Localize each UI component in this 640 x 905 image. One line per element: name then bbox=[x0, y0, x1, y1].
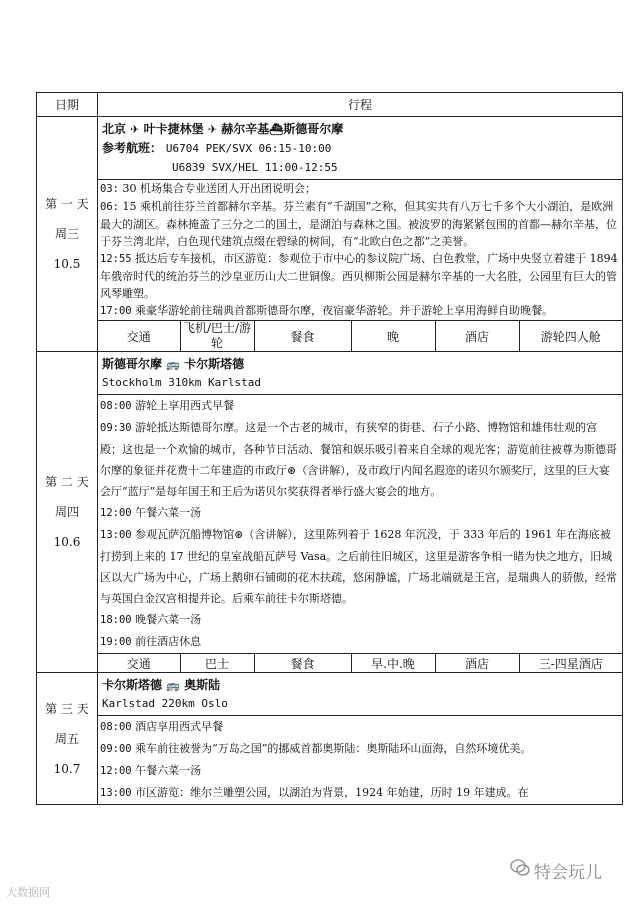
entry bbox=[100, 502, 619, 524]
entry-text: 参观瓦萨沉船博物馆⊛（含讲解），这里陈列着于 1628 年沉没，于 333 年后的 1961 年在海底被打捞到上来的 17 世纪的皇室战船瓦萨号 Vasa。之后前往旧城区，这里是游客争相一睹为快之地方，旧城区以大广场为中心，广场上鹅卵石铺砌的花木扶疏，悠闲静谧，广场北端就是王宫，是瑞典人的骄傲，经常与英国白金汉宫相提并论。后乘车前往卡尔斯塔德。 bbox=[100, 528, 617, 605]
meal-label: 餐食 bbox=[254, 654, 351, 672]
day-label-cell bbox=[37, 117, 98, 352]
city: 斯德哥尔摩 bbox=[102, 357, 163, 371]
entry-time: 12:00 bbox=[100, 765, 132, 777]
day-label-cell bbox=[37, 673, 98, 805]
info-row bbox=[37, 654, 623, 673]
info-cell bbox=[98, 654, 623, 673]
entry-time: 08:00 bbox=[100, 721, 132, 733]
itinerary-header: 行程 bbox=[98, 93, 623, 117]
wechat-icon bbox=[510, 858, 530, 878]
entry-time: 17:00 bbox=[100, 305, 132, 317]
route-line bbox=[102, 676, 618, 695]
entries-cell bbox=[98, 180, 623, 321]
meal-value: 晚 bbox=[351, 321, 435, 351]
entry-text: 游轮抵达斯德哥尔摩。这是一个古老的城市，有狭窄的街巷、石子小路、博物馆和雄伟壮观的宫殿；这也是一个欢愉的城市，各种节日活动、餐馆和娱乐吸引着来自全球的观光客；游览前往被尊为斯德哥尔摩的象征并花费十二年建造的市政厅⊛（含讲解），及市政厅内闻名遐迩的诺贝尔颁奖厅，这里的巨大宴会厅“蓝厅”是每年国王和王后为诺贝尔奖获得者举行盛大宴会的地方。 bbox=[100, 421, 617, 498]
entry bbox=[100, 302, 619, 320]
day-number: 第 一 天 bbox=[45, 197, 89, 211]
entry-time: 09:00 bbox=[100, 743, 132, 755]
route-cell bbox=[98, 673, 623, 716]
watermark-left: 大数据网 bbox=[6, 886, 50, 899]
city: 北京 bbox=[102, 122, 127, 136]
day-row bbox=[37, 352, 623, 395]
entry bbox=[100, 524, 619, 609]
entries-cell bbox=[98, 716, 623, 805]
watermark-right: 特会玩儿 bbox=[534, 863, 602, 883]
route-line bbox=[102, 120, 618, 139]
entry bbox=[100, 198, 619, 250]
city: 卡尔斯塔德 bbox=[102, 678, 163, 692]
hotel-value: 游轮四人舱 bbox=[519, 321, 622, 351]
entry-time: 13:00 bbox=[100, 787, 132, 799]
entry bbox=[100, 180, 619, 198]
meal-value: 早.中.晚 bbox=[351, 654, 435, 672]
entry-text: 游轮上享用西式早餐 bbox=[135, 399, 235, 412]
route-cell bbox=[98, 117, 623, 180]
ship-icon: ⛴ bbox=[269, 123, 284, 136]
entry bbox=[100, 631, 619, 653]
entry bbox=[100, 760, 619, 782]
entry-time: 12:55 bbox=[100, 253, 132, 265]
entry bbox=[100, 250, 619, 302]
header-row bbox=[37, 93, 623, 117]
city: 卡尔斯塔德 bbox=[184, 357, 245, 371]
day-date: 10.7 bbox=[53, 761, 81, 776]
transport-label: 交通 bbox=[98, 321, 180, 351]
hotel-label: 酒店 bbox=[435, 654, 519, 672]
entry-time: 19:00 bbox=[100, 636, 132, 648]
city: 叶卡捷林堡 bbox=[143, 122, 204, 136]
distance-line: Stockholm 310km Karlstad bbox=[102, 376, 261, 389]
transport-value: 巴士 bbox=[180, 654, 254, 672]
day-number: 第 二 天 bbox=[45, 475, 89, 489]
meal-label: 餐食 bbox=[254, 321, 351, 351]
entry-time: 08:00 bbox=[100, 400, 132, 412]
entry bbox=[100, 395, 619, 417]
day-row bbox=[37, 117, 623, 180]
entry bbox=[100, 738, 619, 760]
entry-text: 乘豪华游轮前往瑞典首都斯德哥尔摩，夜宿豪华游轮。并于游轮上享用海鲜自助晚餐。 bbox=[135, 304, 554, 317]
weekday: 周三 bbox=[54, 227, 79, 241]
bus-icon: 🚌 bbox=[166, 679, 180, 692]
hotel-value: 三-四星酒店 bbox=[519, 654, 622, 672]
entry-text: 15 乘机前往芬兰首都赫尔辛基。芬兰素有“千湖国”之称，但其实共有八万七千多个大小湖泊，是欧洲最大的湖区。森林掩盖了三分之二的国土，是湖泊与森林之国。被波罗的海紧紧包围的首都—赫尔辛基，位于芬兰湾北岸，白色现代建筑点缀在碧绿的树间，有“北欧白色之都”之美誉。 bbox=[100, 200, 617, 248]
entry-text: 市区游览：维尔兰雕塑公园，以湖泊为背景，1924 年始建，历时 19 年建成。在 bbox=[135, 786, 529, 799]
distance-line: Karlstad 220km Oslo bbox=[102, 697, 228, 710]
day-date: 10.5 bbox=[53, 257, 81, 271]
info-table bbox=[98, 321, 622, 351]
entry-time: 13:00 bbox=[100, 529, 132, 541]
day-row bbox=[37, 673, 623, 716]
itinerary-table bbox=[36, 92, 623, 805]
city: 奥斯陆 bbox=[184, 678, 221, 692]
city: 斯德哥尔摩 bbox=[283, 122, 344, 136]
plane-icon: ✈ bbox=[130, 123, 140, 136]
entry-text: 晚餐六菜一汤 bbox=[135, 613, 202, 626]
entry bbox=[100, 609, 619, 631]
entry-text: 乘车前往被誉为“万岛之国”的挪威首都奥斯陆：奥斯陆环山面海，自然环境优美。 bbox=[135, 742, 532, 755]
weekday: 周五 bbox=[54, 731, 79, 746]
flight-line bbox=[102, 158, 618, 177]
entry-text: 午餐六菜一汤 bbox=[135, 764, 202, 777]
entries-row bbox=[37, 395, 623, 654]
entry-time: 06: bbox=[100, 201, 119, 213]
entry-text: 午餐六菜一汤 bbox=[135, 506, 202, 519]
flight-info: U6704 PEK/SVX 06:15-10:00 bbox=[165, 142, 332, 155]
day-date: 10.6 bbox=[53, 535, 81, 549]
entry-text: 30 机场集合专业送团人开出团说明会； bbox=[122, 182, 316, 195]
city: 赫尔辛基 bbox=[221, 122, 270, 136]
date-header: 日期 bbox=[37, 93, 98, 117]
entry bbox=[100, 782, 619, 804]
day-label-cell bbox=[37, 352, 98, 673]
bus-icon: 🚌 bbox=[166, 358, 180, 371]
entry-text: 前往酒店休息 bbox=[135, 635, 202, 648]
weekday: 周四 bbox=[54, 505, 79, 519]
entry-time: 09:30 bbox=[100, 422, 132, 434]
entries-cell bbox=[98, 395, 623, 654]
plane-icon: ✈ bbox=[207, 123, 218, 136]
info-row bbox=[37, 321, 623, 352]
transport-value: 飞机/巴士/游轮 bbox=[180, 321, 254, 351]
day-number: 第 三 天 bbox=[45, 701, 89, 716]
itinerary-page bbox=[36, 92, 624, 805]
info-table bbox=[98, 654, 622, 672]
info-cell bbox=[98, 321, 623, 352]
entries-row bbox=[37, 716, 623, 805]
entries-row bbox=[37, 180, 623, 321]
flight-label: 参考航班： bbox=[102, 141, 163, 155]
entry-time: 18:00 bbox=[100, 614, 132, 626]
entry-text: 酒店享用西式早餐 bbox=[135, 720, 224, 733]
entry bbox=[100, 417, 619, 502]
route-cell bbox=[98, 352, 623, 395]
entry bbox=[100, 716, 619, 738]
transport-label: 交通 bbox=[98, 654, 180, 672]
flight-line bbox=[102, 139, 618, 158]
entry-time: 03: bbox=[100, 183, 119, 195]
flight-info: U6839 SVX/HEL 11:00-12:55 bbox=[172, 161, 338, 174]
route-line bbox=[102, 355, 618, 374]
entry-text: 抵达后专车接机，市区游览：参观位于市中心的参议院广场、白色教堂，广场中央竖立着建于 1894 年俄帝时代的统治芬兰的沙皇亚历山大二世铜像。西贝柳斯公园是赫尔辛基的一大名胜，公园里有巨大的管风琴雕塑。 bbox=[100, 252, 618, 300]
entry-time: 12:00 bbox=[100, 507, 132, 519]
hotel-label: 酒店 bbox=[435, 321, 519, 351]
